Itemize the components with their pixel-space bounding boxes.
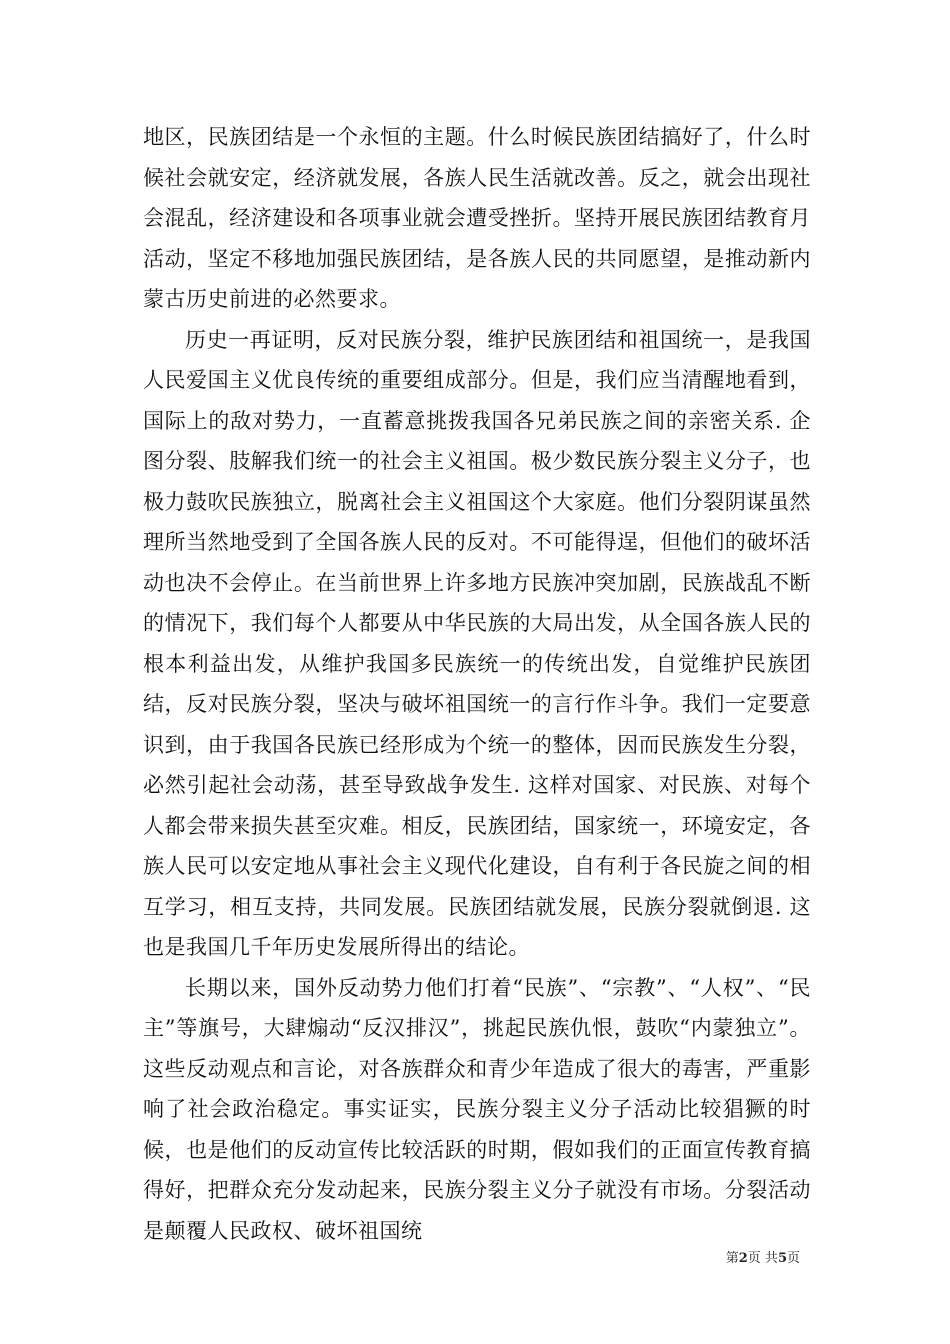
total-pages-number: 5 — [777, 1251, 787, 1266]
document-body — [143, 117, 811, 1251]
page-footer — [640, 1247, 800, 1266]
paragraph-long-term: 长期以来，国外反动势力他们打着“民族”、“宗教”、“人权”、“民主”等旗号，大肆煽动“反汉排汉”，挑起民族仇恨，鼓吹“内蒙独立”。这些反动观点和言论，对各族群众和青少年造成了很大的毒害，严重影响了社会政治稳定。事实证实，民族分裂主义分子活动比较猖獗的时候，也是他们的反动宣传比较活跃的时期，假如我们的正面宣传教育搞得好，把群众充分发动起来，民族分裂主义分子就没有市场。分裂活动是颠覆人民政权、破坏祖国统 — [143, 975, 811, 1243]
footer-middle: 页 共 — [747, 1251, 778, 1266]
footer-suffix: 页 — [786, 1251, 800, 1266]
footer-prefix: 第 — [725, 1251, 739, 1266]
paragraph-continuation: 地区，民族团结是一个永恒的主题。什么时候民族团结搞好了，什么时候社会就安定，经济就发展，各族人民生活就改善。反之，就会出现社会混乱，经济建设和各项事业就会遭受挫折。坚持开展民族团结教育月活动，坚定不移地加强民族团结，是各族人民的共同愿望，是推动新内蒙古历史前进的必然要求。 — [143, 125, 811, 311]
current-page-number: 2 — [738, 1251, 748, 1266]
paragraph-history: 历史一再证明，反对民族分裂，维护民族团结和祖国统一，是我国人民爱国主义优良传统的重要组成部分。但是，我们应当清醒地看到，国际上的敌对势力，一直蓄意挑拨我国各兄弟民族之间的亲密关系. 企图分裂、肢解我们统一的社会主义祖国。极少数民族分裂主义分子，也极力鼓吹民族独立，脱离社会主义祖国这个大家庭。他们分裂阴谋虽然理所当然地受到了全国各族人民的反对。不可能得逞，但他们的破坏活动也决不会停止。在当前世界上许多地方民族冲突加剧，民族战乱不断的情况下，我们每个人都要从中华民族的大局出发，从全国各族人民的根本利益出发，从维护我国多民族统一的传统出发，自觉维护民族团结，反对民族分裂，坚决与破坏祖国统一的言行作斗争。我们一定要意识到，由于我国各民族已经形成为个统一的整体，因而民族发生分裂，必然引起社会动荡，甚至导致战争发生. 这样对国家、对民族、对每个人都会带来损失甚至灾难。相反，民族团结，国家统一，环境安定，各族人民可以安定地从事社会主义现代化建设，自有利于各民旋之间的相互学习，相互支持，共同发展。民族团结就发展，民族分裂就倒退. 这也是我国几千年历史发展所得出的结论。 — [143, 327, 811, 959]
